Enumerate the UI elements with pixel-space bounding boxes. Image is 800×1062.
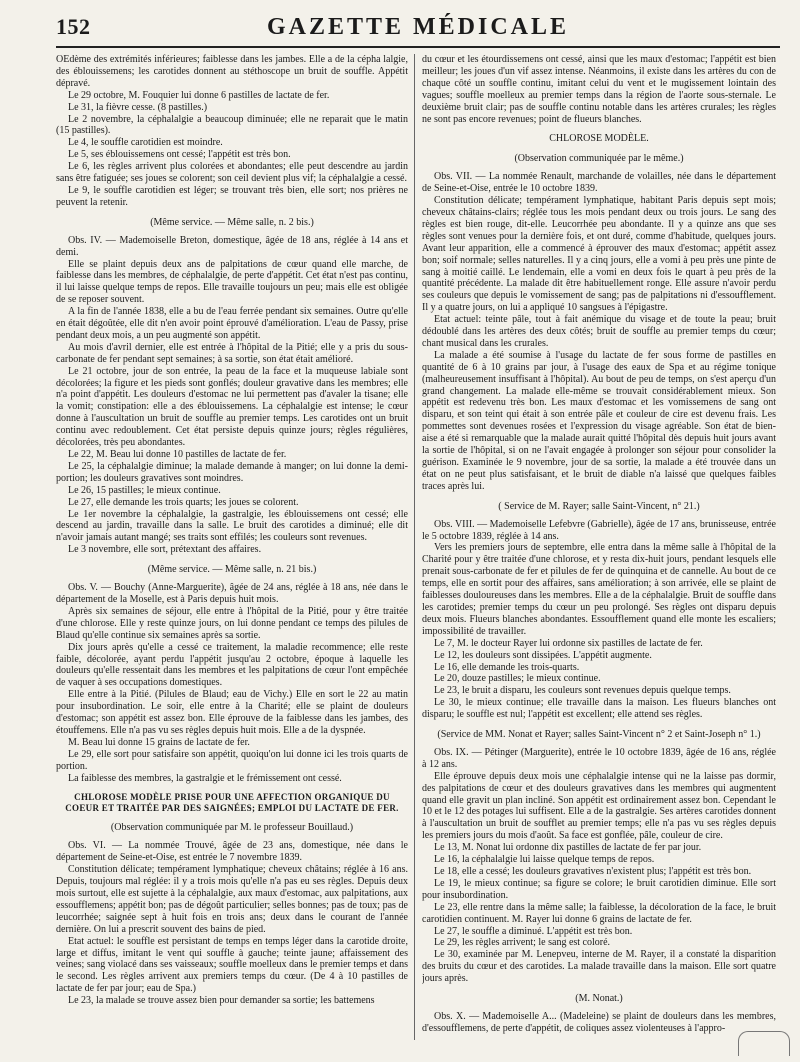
paragraph: La malade a été soumise à l'usage du lactate de fer sous forme de pastilles en quantité de 6 à 10 grains par jour, à l'usage des eaux de Spa et au régime tonique (malheureusement insuffisant à l'hôpital). Au bout de peu de temps, on s'est aperçu d'un grand changement. La malade elle-même se trouvait considérablement mieux. Son appétit est redevenu très bon. Les maux d'estomac et les vomissemens de sang ont disparu, et son teint qui était à son entrée pâle et couleur de cire est devenu frais. Les pommettes sont devenues rosées et l'expression du visage agréable. Son état de bien-aise a été si remarquable que la malade aurait quitté l'hôpital dès depuis huit jours avant la sortie de l'hôpital, si on ne l'avait engagée à prolonger son séjour pour consolider la guérison. Examinée le 9 novembre, jour de sa sortie, la malade a été trouvée dans un état on ne peut plus satisfaisant, et le bruit de diable n'a laissé que quelques faibles traces après lui. — [422, 349, 776, 492]
paragraph: Le 23, elle rentre dans la même salle; la faiblesse, la décoloration de la face, le bruit carotidien continuent. M. Rayer lui donne 6 grains de lactate de fer. — [422, 901, 776, 925]
paragraph: Obs. X. — Mademoiselle A... (Madeleine) se plaint de douleurs dans les membres, d'essoufflemens, de perte d'appétit, de coliques assez violenteuses à l'appro- — [422, 1010, 776, 1034]
paragraph: Le 20, douze pastilles; le mieux continue. — [434, 673, 601, 685]
paragraph: Obs. V. — Bouchy (Anne-Marguerite), âgée de 24 ans, réglée à 18 ans, née dans le département de la Moselle, est à Paris depuis huit mois. — [56, 582, 408, 605]
paragraph: Le 7, M. le docteur Rayer lui ordonne six pastilles de lactate de fer. — [434, 637, 703, 649]
paragraph: Le 27, le souffle a diminué. L'appétit est très bon. — [434, 925, 633, 937]
paragraph: M. Beau lui donne 15 grains de lactate de fer. — [68, 736, 250, 748]
paragraph: A la fin de l'année 1838, elle a bu de l'eau ferrée pendant six semaines. Outre qu'elle en était dégoûtée, elle dit n'en avoir point éprouvé d'amélioration. L'eau de Passy, prise pendant deux mois, a un peu augmenté son appétit. — [56, 306, 408, 341]
paragraph: Le 23, le bruit a disparu, les couleurs sont revenues depuis quelque temps. — [434, 685, 731, 697]
paragraph: Le 16, elle demande les trois-quarts. — [434, 661, 580, 673]
paragraph: Constitution délicate; tempérament lymphatique, habitant Paris depuis sept mois; cheveux châtains-clairs; réglée tous les mois pendant deux ou trois jours. Le sang des règles est bien rouge, dit-elle. Leucorrhée peu abondante. Il y a quinze ans que ses règles sont venues pour la dernière fois, et ont duré, comme d'habitude, quelques jours. Avant leur apparition, elle a commencé à éprouver des maux d'estomac; appétit assez bon; soif normale; selles naturelles. Il y a cinq jours, elle a vomi à peu près une pinte de sang à moitié caillé. Le lendemain, elle a vomi en deux fois le quart à peu près de la quantité précédente. La malade dit être habituellement ronge. Elle assure n'avoir perdu ses couleurs que depuis le vomissement de sang; pas de palpitations ni d'essoufflement. Il y a quatre jours, on lui a appliqué 10 sangsues à l'épigastre. — [422, 195, 776, 314]
paragraph: Le 30, examinée par M. Lenepveu, interne de M. Rayer, il a constaté la disparition des bruits du cœur et des carotides. La malade travaille dans la maison. Elle sort quatre jours après. — [422, 949, 776, 985]
paragraph: Obs. VII. — La nommée Renault, marchande de volailles, née dans le département de Seine-et-Oise, entrée le 10 octobre 1839. — [422, 171, 776, 195]
page-number: 152 — [56, 14, 91, 39]
section-credit: (Service de MM. Nonat et Rayer; salles Saint-Vincent n° 2 et Saint-Joseph n° 1.) — [437, 729, 761, 741]
paragraph: Le 13, M. Nonat lui ordonne dix pastilles de lactate de fer par jour. — [434, 842, 702, 854]
paragraph: Le 5, ses éblouissemens ont cessé; l'appétit est très bon. — [68, 149, 291, 161]
right-column — [422, 54, 776, 1044]
paragraph: Le 31, la fièvre cesse. (8 pastilles.) — [68, 101, 208, 113]
section-credit: (Observation communiquée par M. le professeur Bouillaud.) — [110, 822, 354, 834]
paragraph: Vers les premiers jours de septembre, elle entra dans la même salle à l'hôpital de la Charité pour y être traitée d'une chlorose, et y resta dix-huit jours, pendant lesquels elle prenait sous-carbonate de fer et pilules de fer de quinquina et de cannelle. Au bout de ce temps, elle en sortit pour des affaires, sans amélioration; à son arrivée, elle se plaint de faiblesses douloureuses dans les membres. Elle a de la céphalalgie. Bruit de souffle dans les carotides; premier temps du cœur un peu prolongé. Ses règles ont disparu depuis deux mois. Flueurs blanches abondantes. Essoufflement quand elle monte les escaliers; impossibilité de travailler. — [422, 542, 776, 637]
section-credit: (Même service. — Même salle, n. 2 bis.) — [150, 216, 314, 228]
paragraph: Le 18, elle a cessé; les douleurs gravatives n'existent plus; l'appétit est très bon. — [434, 866, 752, 877]
paragraph: Le 6, les règles arrivent plus colorées et abondantes; elle peut descendre au jardin sans être fatiguée; ses joues se colorent; son ceil devient plus vif; la céphalalgie a cessé. — [56, 161, 408, 185]
paragraph: Le 22, M. Beau lui donne 10 pastilles de lactate de fer. — [68, 449, 287, 460]
paragraph: Le 9, le souffle carotidien est léger; se trouvant très bien, elle sort; nos prières ne peuvent la retenir. — [56, 184, 408, 208]
column-divider — [414, 54, 415, 1040]
left-column — [56, 54, 408, 1044]
section-heading: CHLOROSE MODÈLE PRISE POUR UNE AFFECTION ORGANIQUE DU COEUR ET TRAITÉE PAR DES SAIGNÉES; EMPLOI DU LACTATE DE FER. — [65, 792, 399, 814]
paragraph: Le 27, elle demande les trois quarts; les joues se colorent. — [68, 496, 299, 508]
paragraph: Le 2 novembre, la céphalalgie a beaucoup diminuée; elle ne reparait que le matin (15 pastilles). — [56, 113, 408, 137]
paragraph: La faiblesse des membres, la gastralgie et le frémissement ont cessé. — [68, 772, 342, 784]
paragraph: Le 21 octobre, jour de son entrée, la peau de la face et la muqueuse labiale sont décolorées; la figure et les pieds sont gonflés; douleur gravative dans les membres; elle n'a point d'appétit. Les douleurs d'estomac ne lui permettent pas d'avaler la tisane; elle la vomit; constipation: elle a des éblouissemens. La céphalalgie est intense; le cœur donne à l'auscultation un bruit de souffle au premier temps. Les carotides ont un bruit continu avec redoublement. Cet état persiste depuis quinze jours; règles régulières, décolorées, très peu abondantes. — [56, 365, 408, 449]
paragraph: Le 12, les douleurs sont dissipées. L'appétit augmente. — [434, 649, 652, 661]
paragraph: Le 29 octobre, M. Fouquier lui donne 6 pastilles de lactate de fer. — [68, 89, 330, 101]
paragraph: Après six semaines de séjour, elle entre à l'hôpital de la Pitié, pour y être traitée d'une chlorose. Elle y reste quinze jours, on lui donne pendant ce temps des pilules de Blaud qu'elle continue six semaines après sa sortie. — [56, 605, 408, 641]
paragraph: Etat actuel: le souffle est persistant de temps en temps léger dans la carotide droite, large et diffus, imitant le vent qui souffle à gauche; teinte jaune; affaissement des veines; sang violacé dans ses vaisseaux; souffle moelleux dans le premier temps et dans le second. Les règles arrivent aux premiers temps du cœur. (De 4 à 10 pastilles de lactate de fer par jour; eau de Spa.) — [56, 935, 408, 995]
paragraph: Obs. VI. — La nommée Trouvé, âgée de 23 ans, domestique, née dans le département de Seine-et-Oise, est entrée le 7 novembre 1839. — [56, 840, 408, 864]
library-stamp — [738, 1031, 790, 1056]
paragraph: Le 29, elle sort pour satisfaire son appétit, quoiqu'on lui donne ici les trois quarts de portion. — [56, 748, 408, 772]
continued-paragraph: OEdème des extrémités inférieures; faiblesse dans les jambes. Elle a de la cépha lalgie, des éblouissemens; les carotides donnent au stéthoscope un bruit de souffle. Appétit dépravé. — [56, 54, 408, 89]
paragraph: Le 19, le mieux continue; sa figure se colore; le bruit carotidien diminue. Elle sort pour insubordination. — [422, 877, 776, 901]
paragraph: Elle éprouve depuis deux mois une céphalalgie intense qui ne la laisse pas dormir, des palpitations de cœur et des douleurs gravatives dans les membres qui augmentent quand elle gravit un plan incliné. Son appétit est ordinairement assez bon. Cependant le 10 et le 12 des potages lui suffisent. Elle a de la gastralgie. Ses artères carotides donnent à l'auscultation un bruit de soufflet au premier temps; elle n'a pas vu ses règles depuis les premiers jours du mois d'août. Sa face est gonflée, pâle, couleur de cire. — [422, 770, 776, 842]
paragraph: Elle entre à la Pitié. (Pilules de Blaud; eau de Vichy.) Elle en sort le 22 au matin pour insubordination. Le soir, elle entre à la Charité; elle se plaint de douleurs d'estomac; son appétit est assez bon. Elle éprouve de la faiblesse dans les jambes, des étouffemens. Elle n'a pas vu ses règles depuis huit mois. Elle a de la dyspnée. — [56, 689, 408, 736]
journal-title: GAZETTE MÉDICALE — [266, 14, 570, 40]
paragraph: Le 25, la céphalalgie diminue; la malade demande à manger; on lui donne la demi-portion; les douleurs gravatives sont moindres. — [56, 460, 408, 484]
page-header — [56, 12, 780, 48]
paragraph: Le 1er novembre la céphalalgie, la gastralgie, les éblouissemens ont cessé; elle descend au jardin, travaille dans la salle. Le bruit des carotides a diminué; elle dit n'avoir jamais autant mangé; ses traits sont effilés; les couleurs sont revenues. — [56, 508, 408, 544]
continued-paragraph: du cœur et les étourdissemens ont cessé, ainsi que les maux d'estomac; l'appétit est bien meilleur; les joues d'un vif assez intense. Néanmoins, il existe dans les artères du con de chaque côté un souffle continu, imitant celui du vent et le mugissement lointain des vagues; souffle moelleux au premier temps dans la région de l'aorte sous-sternale. Le deuxième bruit clair; pas de souffle continu notable dans les artères crurales; les règles ne sont pas encore revenues; point de flueurs blanches. — [422, 54, 776, 125]
paragraph: Etat actuel: teinte pâle, tout à fait anémique du visage et de toute la peau; bruit dédoublé dans les artères des deux côtés; bruit de souffle au premier temps du cœur; chant musical dans les crurales. — [422, 314, 776, 349]
paragraph: Elle se plaint depuis deux ans de palpitations de cœur quand elle marche, de faiblesse dans les membres, de céphalalgie, de perte d'appétit. Cet état n'est pas continu, il lui laisse quelque temps de repos. Elle travaille toujours un peu; mais elle est obligée de se reposer souvent. — [56, 258, 408, 306]
paragraph: Constitution délicate; tempérament lymphatique; cheveux châtains; réglée à 16 ans. Depuis, toujours mal réglée: il y a trois mois qu'elle n'a pas eu ses règles. Depuis deux mois surtout, elle est sujette à la céphalalgie, aux maux d'estomac, aux palpitations, aux essoufflemens; appétit bon; pas de dégoût particulier; selles bonnes; pas de toux; pas de leucorrhée; saignée sept à huit fois en trois ans; deux dans le courant de l'année dernière. On lui a prescrit souvent des bains de pied. — [56, 864, 408, 935]
paragraph: Le 4, le souffle carotidien est moindre. — [68, 137, 223, 149]
paragraph: Le 26, 15 pastilles; le mieux continue. — [68, 484, 221, 496]
section-credit: (Même service. — Même salle, n. 21 bis.) — [147, 564, 317, 576]
paragraph: Le 23, la malade se trouve assez bien pour demander sa sortie; les battemens — [68, 995, 375, 1007]
section-credit: CHLOROSE MODÈLE. — [549, 133, 649, 145]
section-credit: (Observation communiquée par le même.) — [514, 153, 684, 165]
section-credit: ( Service de M. Rayer; salle Saint-Vincent, n° 21.) — [498, 500, 700, 512]
paragraph: Obs. IX. — Pétinger (Marguerite), entrée le 10 octobre 1839, âgée de 16 ans, réglée à 12 ans. — [422, 746, 776, 770]
paragraph: Le 16, la céphalalgie lui laisse quelque temps de repos. — [434, 854, 655, 866]
section-credit: (M. Nonat.) — [575, 993, 623, 1005]
paragraph: Obs. IV. — Mademoiselle Breton, domestique, âgée de 18 ans, réglée à 14 ans et demi. — [56, 234, 408, 258]
paragraph: Le 29, les règles arrivent; le sang est coloré. — [434, 937, 611, 949]
paragraph: Au mois d'avril dernier, elle est entrée à l'hôpital de la Pitié; elle y a pris du sous-carbonate de fer pendant sept semaines; à sa sortie, son état était amélioré. — [56, 341, 408, 365]
paragraph: Le 30, le mieux continue; elle travaille dans la maison. Les flueurs blanches ont disparu; le souffle est nul; l'appétit est excellent; elle attend ses règles. — [422, 697, 776, 721]
paragraph: Dix jours après qu'elle a cessé ce traitement, la maladie recommence; elle reste faible, décolorée, ayant perdu l'appétit jusqu'au 2 octobre, époque à laquelle les douleurs qu'elle ressentait dans les membres et les palpitations de cœur l'ont empêchée de vaquer à ses occupations domestiques. — [56, 641, 408, 689]
paragraph: Le 3 novembre, elle sort, prétextant des affaires. — [68, 544, 262, 556]
paragraph: Obs. VIII. — Mademoiselle Lefebvre (Gabrielle), âgée de 17 ans, brunisseuse, entrée le 5 octobre 1839, réglée à 14 ans. — [422, 518, 776, 542]
